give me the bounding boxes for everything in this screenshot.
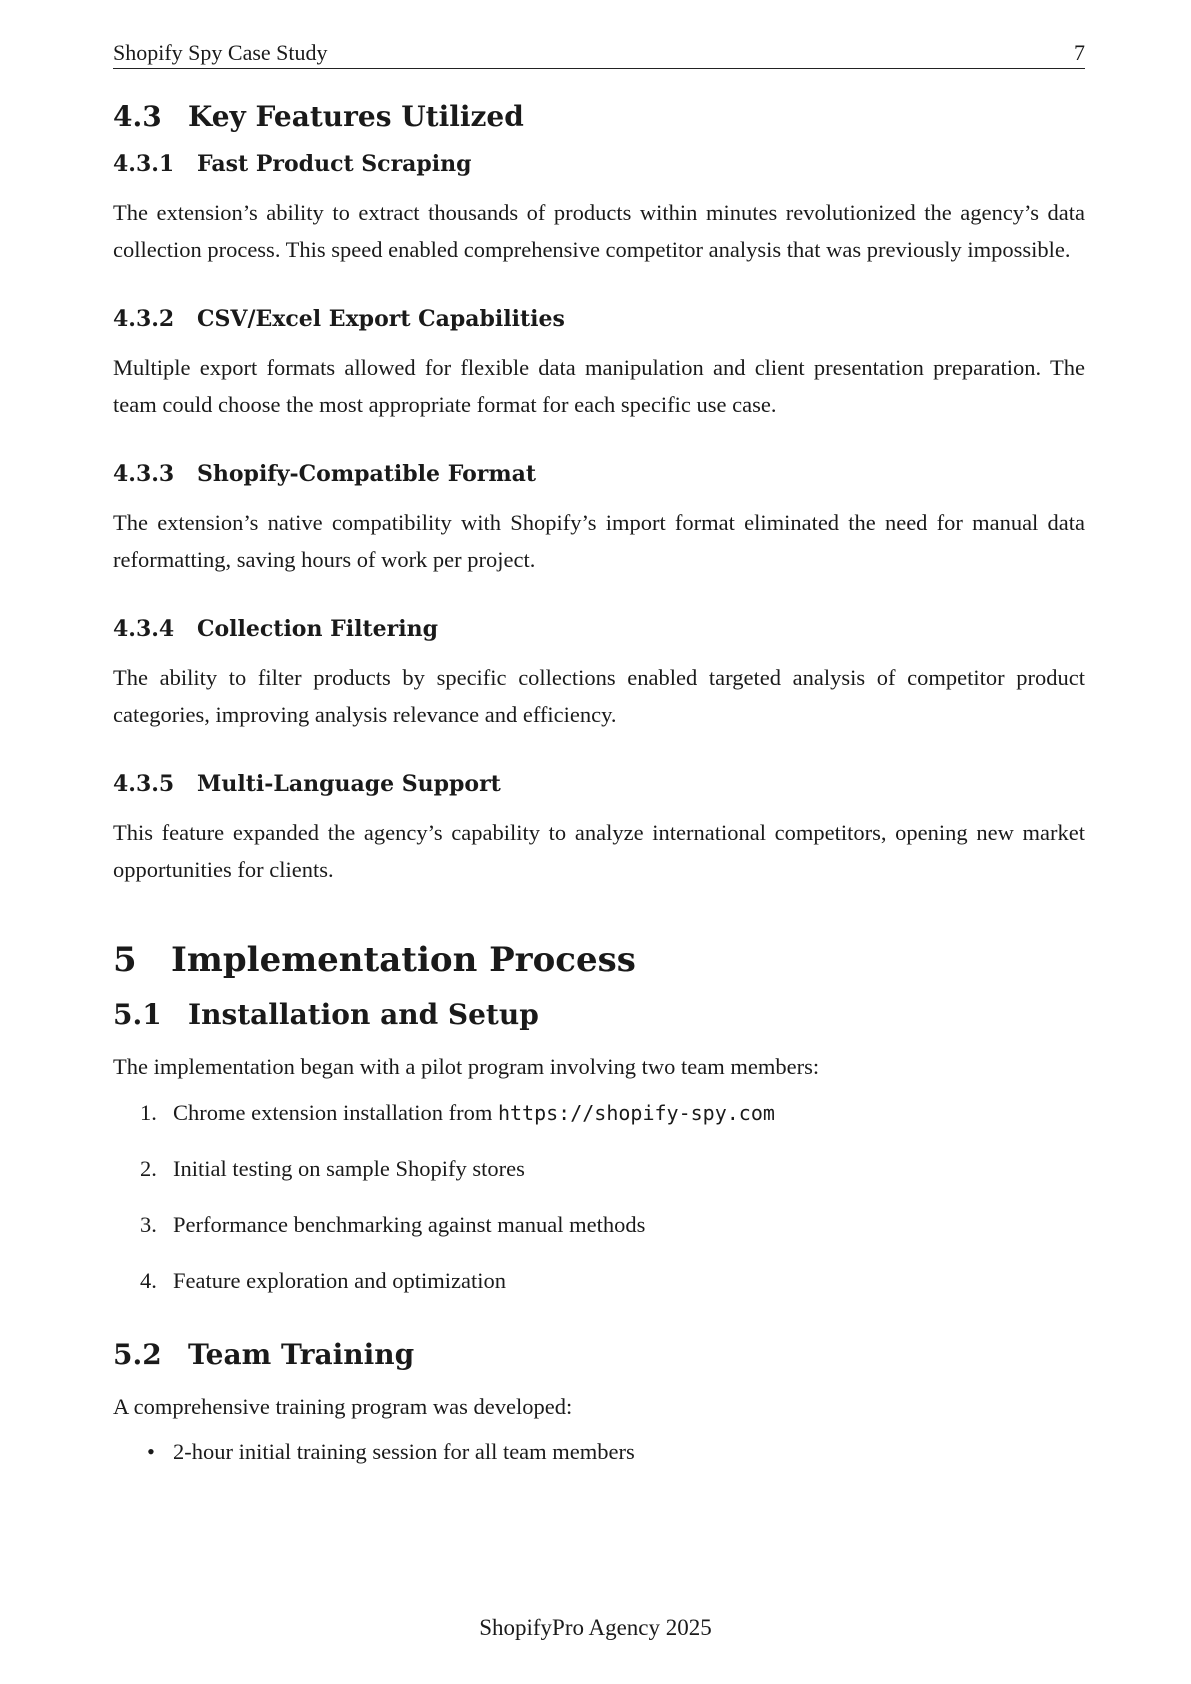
paragraph-multi-language: This feature expanded the agency’s capability to analyze international competitors, opening new market opportunities for clients. <box>113 820 1085 882</box>
list-item-text: Chrome extension installation from <box>173 1099 498 1125</box>
subsection-title: Installation and Setup <box>188 998 539 1031</box>
list-item <box>113 1266 1085 1296</box>
section-number: 4.3 <box>113 100 162 133</box>
subsection-number: 4.3.3 <box>113 461 175 487</box>
list-item <box>113 1210 1085 1240</box>
paragraph-collection-filtering: The ability to filter products by specific collections enabled targeted analysis of competitor product categories, improving analysis relevance and efficiency. <box>113 665 1085 727</box>
page-content <box>113 100 1085 1493</box>
subsection-number: 4.3.5 <box>113 771 175 797</box>
list-item <box>113 1437 1085 1467</box>
subsection-title: CSV/Excel Export Capabilities <box>197 306 565 332</box>
subsection-title: Shopify-Compatible Format <box>197 461 537 487</box>
list-item-text: Initial testing on sample Shopify stores <box>173 1155 525 1181</box>
list-item <box>113 1154 1085 1184</box>
subsection-heading-4-3-2 <box>113 306 1085 332</box>
subsection-title: Collection Filtering <box>197 616 438 642</box>
subsection-number: 4.3.2 <box>113 306 175 332</box>
list-marker: 2. <box>140 1155 157 1181</box>
list-marker: 1. <box>140 1099 157 1125</box>
subsection-heading-4-3-3 <box>113 461 1085 487</box>
section-title: Key Features Utilized <box>188 100 524 133</box>
list-item-text: Performance benchmarking against manual methods <box>173 1211 646 1237</box>
paragraph-compatible-format: The extension’s native compatibility with Shopify’s import format eliminated the need for manual data reformatting, saving hours of work per project. <box>113 510 1085 572</box>
subsection-number: 4.3.4 <box>113 616 175 642</box>
subsection-heading-4-3-1 <box>113 151 1085 177</box>
header-title: Shopify Spy Case Study <box>113 40 328 65</box>
list-item <box>113 1098 1085 1128</box>
section-number: 5 <box>113 940 137 980</box>
implementation-steps-list <box>113 1098 1085 1296</box>
page-number: 7 <box>1074 40 1085 65</box>
training-bullets-list <box>113 1437 1085 1467</box>
section-heading-5 <box>113 940 1085 980</box>
subsection-title: Fast Product Scraping <box>197 151 472 177</box>
page-footer: ShopifyPro Agency 2025 <box>479 1615 712 1640</box>
paragraph-export: Multiple export formats allowed for flexible data manipulation and client presentation preparation. The team could choose the most appropriate format for each specific use case. <box>113 355 1085 417</box>
list-marker: 4. <box>140 1267 157 1293</box>
subsection-heading-4-3-5 <box>113 771 1085 797</box>
subsection-title: Team Training <box>188 1337 415 1371</box>
running-header <box>113 38 1085 69</box>
bullet-marker: • <box>147 1439 155 1464</box>
subsection-heading-4-3-4 <box>113 616 1085 642</box>
list-item-text: 2-hour initial training session for all team members <box>173 1439 635 1464</box>
shopify-spy-url[interactable]: https://shopify-spy.com <box>497 1100 775 1125</box>
subsection-heading-5-2 <box>113 1338 1085 1371</box>
subsection-number: 5.1 <box>113 998 162 1031</box>
subsection-number: 5.2 <box>113 1337 162 1371</box>
section-title: Implementation Process <box>171 940 636 980</box>
paragraph-fast-scraping: The extension’s ability to extract thousands of products within minutes revolutionized the agency’s data collection process. This speed enabled comprehensive competitor analysis that was previously impossible. <box>113 200 1085 262</box>
subsection-heading-5-1 <box>113 998 1085 1031</box>
subsection-number: 4.3.1 <box>113 151 175 177</box>
list-marker: 3. <box>140 1211 157 1237</box>
subsection-title: Multi-Language Support <box>197 771 501 797</box>
paragraph-implementation-intro: The implementation began with a pilot program involving two team members: <box>113 1054 820 1079</box>
section-heading-4-3 <box>113 100 1085 133</box>
paragraph-training-intro: A comprehensive training program was developed: <box>113 1393 573 1419</box>
list-item-text: Feature exploration and optimization <box>173 1267 507 1293</box>
